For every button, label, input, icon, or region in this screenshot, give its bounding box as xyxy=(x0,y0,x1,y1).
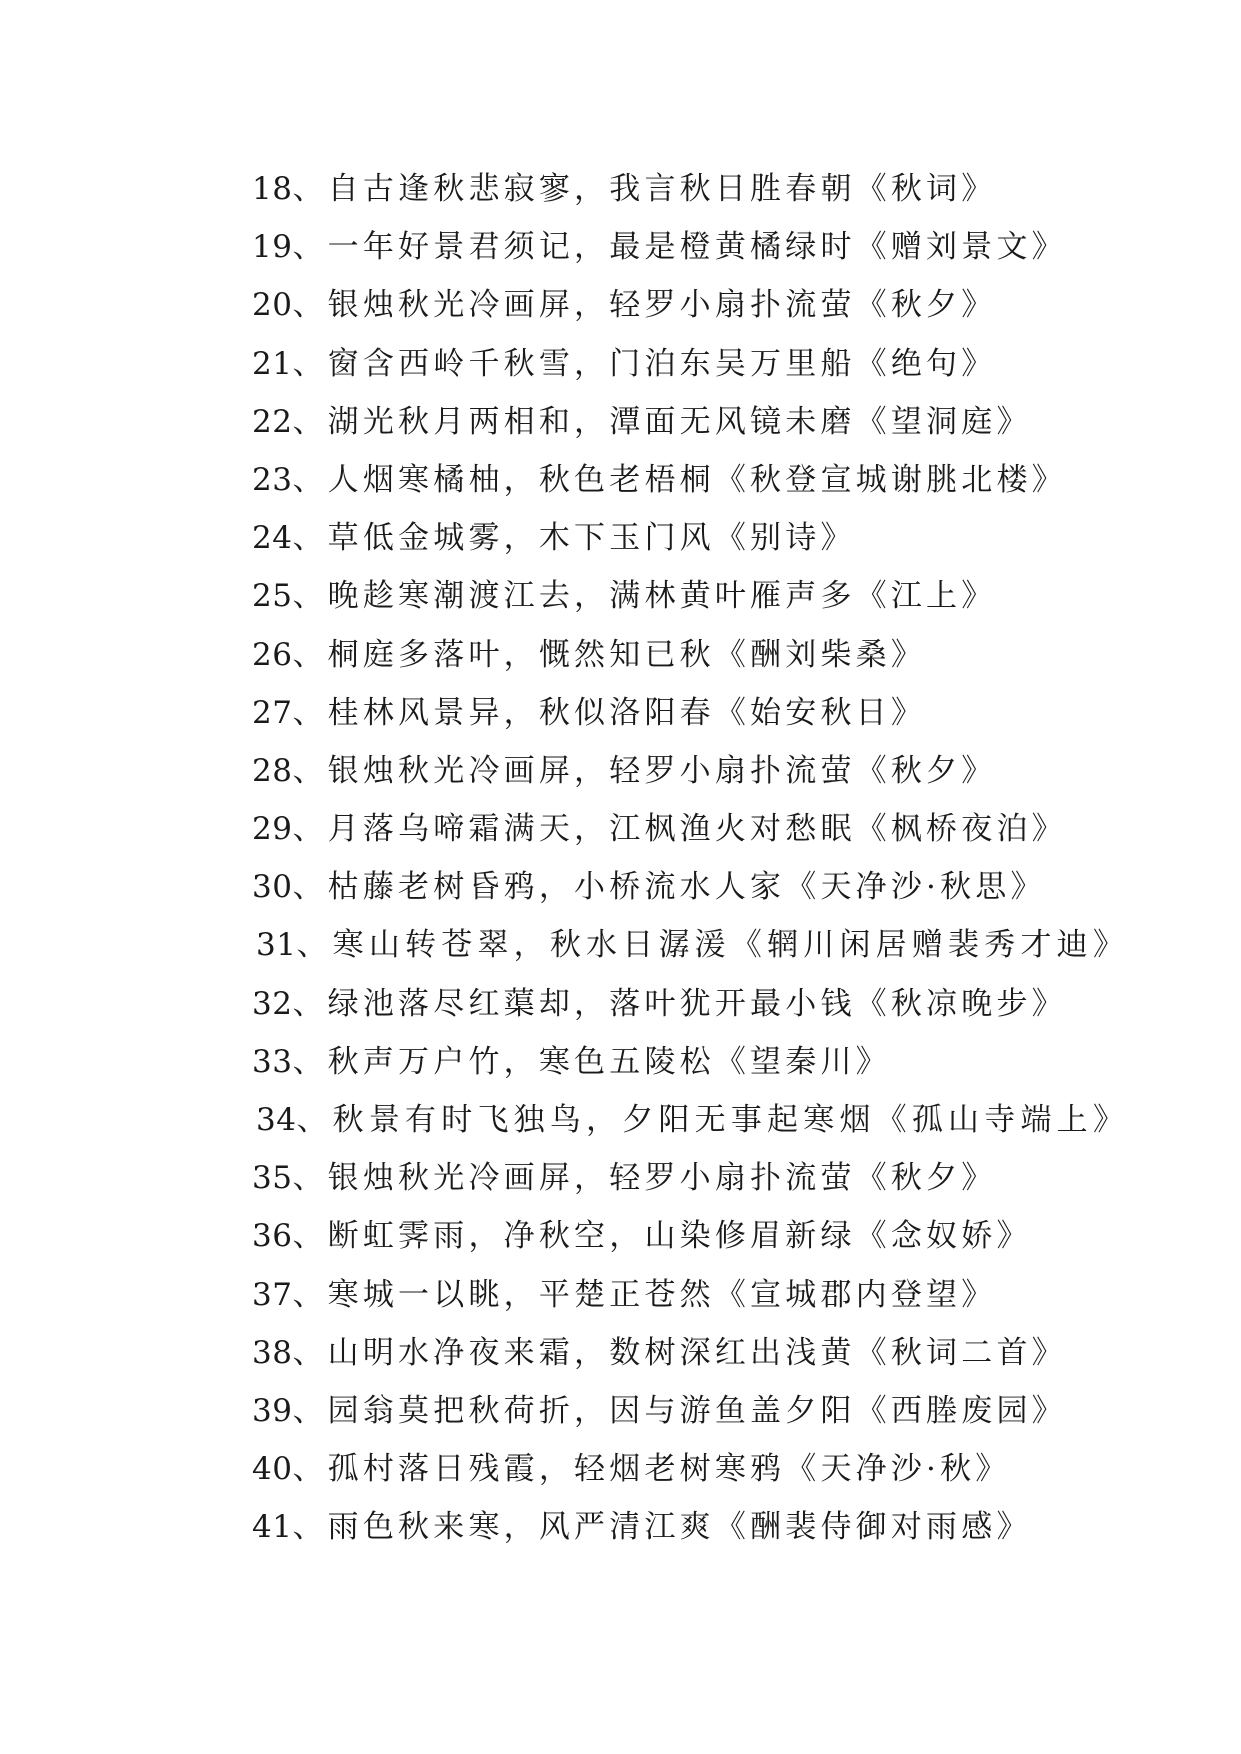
line-number: 35 xyxy=(252,1160,293,1197)
line-text: 、一年好景君须记，最是橙黄橘绿时《赠刘景文》 xyxy=(292,229,1067,266)
list-item xyxy=(252,626,1212,684)
line-number: 41 xyxy=(252,1509,293,1546)
line-number: 33 xyxy=(252,1043,293,1080)
list-item xyxy=(252,160,1212,218)
line-text: 、寒山转苍翠，秋水日潺湲《辋川闲居赠裴秀才迪》 xyxy=(296,927,1130,964)
line-text: 、桂林风景异，秋似洛阳春《始安秋日》 xyxy=(292,694,927,731)
list-item xyxy=(252,335,1212,393)
line-text: 、山明水净夜来霜，数树深红出浅黄《秋词二首》 xyxy=(292,1334,1067,1371)
line-number: 23 xyxy=(252,461,293,498)
line-text: 、秋景有时飞独鸟，夕阳无事起寒烟《孤山寺端上》 xyxy=(296,1102,1130,1138)
line-number: 24 xyxy=(252,520,293,557)
line-text: 、窗含西岭千秋雪，门泊东吴万里船《绝句》 xyxy=(292,345,997,382)
line-text: 、月落乌啼霜满天，江枫渔火对愁眠《枫桥夜泊》 xyxy=(292,811,1067,848)
line-text: 、自古逢秋悲寂寥，我言秋日胜春朝《秋词》 xyxy=(292,171,997,207)
list-item xyxy=(252,1266,1212,1324)
line-number: 27 xyxy=(252,694,293,731)
line-number: 25 xyxy=(252,578,293,615)
line-number: 21 xyxy=(252,345,293,382)
line-number: 36 xyxy=(252,1218,293,1255)
line-number: 38 xyxy=(252,1334,293,1371)
list-item xyxy=(252,1440,1212,1498)
list-item xyxy=(252,1207,1212,1265)
list-item xyxy=(252,1498,1212,1556)
line-text: 、桐庭多落叶，慨然知已秋《酬刘柴桑》 xyxy=(292,636,927,673)
line-number: 26 xyxy=(252,636,293,673)
line-number: 28 xyxy=(252,752,293,789)
list-item xyxy=(252,916,1212,974)
line-number: 31 xyxy=(256,927,297,964)
list-item xyxy=(252,975,1212,1033)
line-number: 30 xyxy=(252,869,293,906)
list-item xyxy=(252,858,1212,916)
line-number: 22 xyxy=(252,403,293,440)
line-text: 、雨色秋来寒，风严清江爽《酬裴侍御对雨感》 xyxy=(292,1509,1032,1546)
line-text: 、草低金城雾，木下玉门风《别诗》 xyxy=(292,520,856,557)
line-text: 、银烛秋光冷画屏，轻罗小扇扑流萤《秋夕》 xyxy=(292,287,997,324)
line-number: 32 xyxy=(252,985,293,1022)
line-text: 、枯藤老树昏鸦，小桥流水人家《天净沙·秋思》 xyxy=(292,869,1046,906)
list-item xyxy=(252,684,1212,742)
list-item xyxy=(252,1324,1212,1382)
line-text: 、银烛秋光冷画屏，轻罗小扇扑流萤《秋夕》 xyxy=(292,752,997,789)
line-text: 、断虹霁雨，净秋空，山染修眉新绿《念奴娇》 xyxy=(292,1218,1032,1255)
line-text: 、秋声万户竹，寒色五陵松《望秦川》 xyxy=(292,1043,891,1080)
line-text: 、人烟寒橘柚，秋色老梧桐《秋登宣城谢朓北楼》 xyxy=(292,461,1067,498)
line-number: 20 xyxy=(252,287,293,324)
line-text: 、绿池落尽红蕖却，落叶犹开最小钱《秋凉晚步》 xyxy=(292,985,1067,1022)
line-text: 、园翁莫把秋荷折，因与游鱼盖夕阳《西塍废园》 xyxy=(292,1392,1067,1429)
list-item xyxy=(252,1091,1212,1149)
list-item xyxy=(252,276,1212,334)
list-item xyxy=(252,1149,1212,1207)
line-text: 、湖光秋月两相和，潭面无风镜未磨《望洞庭》 xyxy=(292,403,1032,440)
list-item xyxy=(252,1382,1212,1440)
line-text: 、银烛秋光冷画屏，轻罗小扇扑流萤《秋夕》 xyxy=(292,1160,997,1197)
line-number: 34 xyxy=(256,1102,297,1138)
line-number: 18 xyxy=(252,171,293,207)
line-text: 、晚趁寒潮渡江去，满林黄叶雁声多《江上》 xyxy=(292,578,997,615)
list-item xyxy=(252,218,1212,276)
line-number: 39 xyxy=(252,1392,293,1429)
list-item xyxy=(252,393,1212,451)
line-number: 37 xyxy=(252,1276,293,1313)
list-item xyxy=(252,509,1212,567)
line-text: 、孤村落日残霞，轻烟老树寒鸦《天净沙·秋》 xyxy=(292,1451,1011,1488)
line-number: 19 xyxy=(252,229,293,266)
line-number: 40 xyxy=(252,1451,293,1488)
poem-list xyxy=(252,160,1212,1557)
line-number: 29 xyxy=(252,811,293,848)
line-text: 、寒城一以眺，平楚正苍然《宣城郡内登望》 xyxy=(292,1276,997,1313)
list-item xyxy=(252,1033,1212,1091)
list-item xyxy=(252,567,1212,625)
list-item xyxy=(252,800,1212,858)
list-item xyxy=(252,742,1212,800)
list-item xyxy=(252,451,1212,509)
